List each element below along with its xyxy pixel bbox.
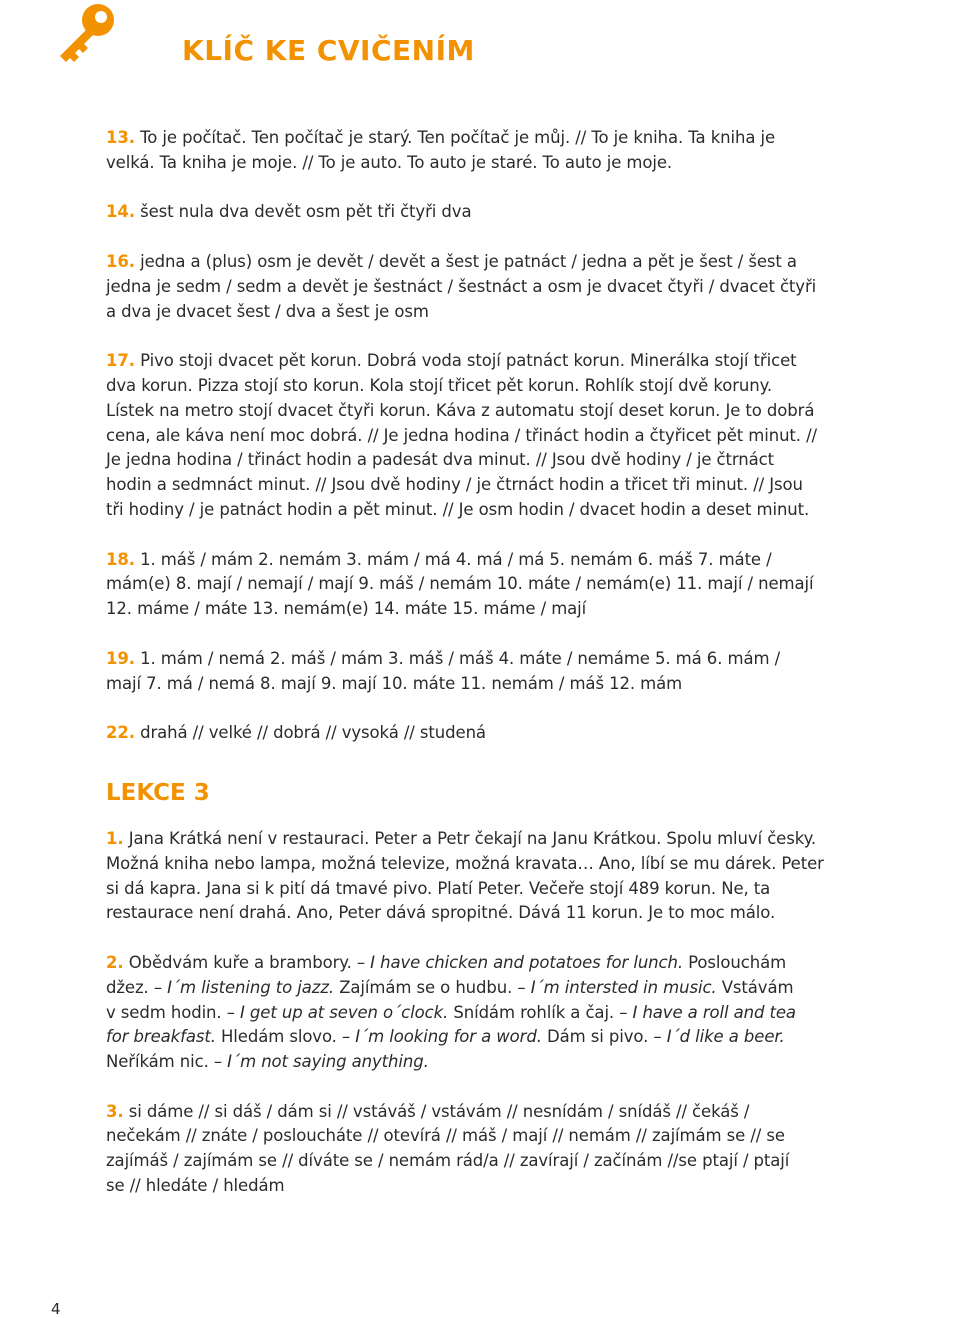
exercise-16 [106, 250, 856, 324]
english-translation: I´m intersted in music. [530, 977, 717, 997]
exercise-text: si dáme // si dáš / dám si // vstáváš / vstávám // nesnídám / snídáš // čekáš / nečekám // znáte / posloucháte // otevírá // máš / mají // nemám // zajímám se // se zajímáš / zajímám se // díváte se / nemám rád/a // zavírají / začínám //se ptají / ptají se // hledáte / hledám [106, 1101, 790, 1196]
exercise-text: Jana Krátká není v restauraci. Peter a Petr čekají na Janu Krátkou. Spolu mluví česky. Možná kniha nebo lampa, možná televize, možná kravata… Ano, líbí se mu dárek. Peter si dá kapra. Jana si k pití dá tmavé pivo. Platí Peter. Večeře stojí 489 korun. Ne, ta restaurace není drahá. Ano, Peter dává spropitné. Dává 11 korun. Je to moc málo. [106, 828, 824, 923]
lesson3-exercise-2 [106, 951, 856, 1075]
english-translation: I get up at seven o´clock. [240, 1002, 449, 1022]
exercise-text: 1. máš / mám 2. nemám 3. mám / má 4. má / má 5. nemám 6. máš 7. máte / mám(e) 8. mají / nemají / mají 9. máš / nemám 10. máte / nemám(e) 11. mají / nemají 12. máme / máte 13. nemám(e) 14. máte 15. máme / mají [106, 549, 814, 619]
lesson-heading: LEKCE 3 [106, 779, 210, 806]
exercise-17 [106, 349, 856, 523]
english-translation: I´m not saying anything. [227, 1052, 429, 1072]
english-translation: I have a roll and tea for breakfast. [106, 1002, 796, 1047]
exercise-number: 18. [106, 549, 135, 569]
exercise-13 [106, 126, 856, 176]
czech-sentence: Obědvám kuře a brambory. – [128, 952, 371, 972]
exercise-text: jedna a (plus) osm je devět / devět a šest je patnáct / jedna a pět je šest / šest a jedna je sedm / sedm a devět je šestnáct / šestnáct a osm je dvacet čtyři / dvacet čtyři a dva je dvacet šest / dva a šest je osm [106, 251, 817, 321]
czech-sentence: Hledám slovo. – [215, 1027, 356, 1047]
page-number: 4 [51, 1300, 61, 1318]
exercise-number: 22. [106, 723, 135, 743]
exercise-number: 17. [106, 351, 135, 371]
exercise-number: 19. [106, 648, 135, 668]
exercise-number: 13. [106, 128, 135, 147]
czech-sentence: Snídám rohlík a čaj. – [448, 1002, 633, 1022]
exercise-number: 16. [106, 251, 135, 271]
czech-sentence: Vstávám v sedm hodin. – [106, 977, 794, 1022]
exercise-text: 1. mám / nemá 2. máš / mám 3. máš / máš 4. máte / nemáme 5. má 6. mám / mají 7. má / nemá 8. mají 9. mají 10. máte 11. nemám / máš 12. mám [106, 648, 781, 693]
exercise-text: drahá // velké // dobrá // vysoká // studená [140, 723, 486, 743]
exercise-14 [106, 200, 856, 225]
czech-sentence: Zajímám se o hudbu. – [334, 977, 531, 997]
lesson3-exercise-3 [106, 1100, 856, 1199]
english-translation: I´d like a beer. [666, 1027, 785, 1047]
czech-sentence: Poslouchám džez. – [106, 952, 787, 997]
page-title: KLÍČ KE CVIČENÍM [182, 34, 475, 67]
exercise-text: Pivo stoji dvacet pět korun. Dobrá voda stojí patnáct korun. Minerálka stojí třicet dva korun. Pizza stojí sto korun. Kola stojí třicet pět korun. Rohlík stojí dvě koruny. Lístek na metro stojí dvacet čtyři korun. Káva z automatu stojí deset korun. Je to dobrá cena, ale káva není moc dobrá. // Je jedna hodina / třináct hodin a čtyřicet pět minut. // Je jedna hodina / třináct hodin a padesát dva minut. // Jsou dvě hodiny / je čtrnáct hodin a sedmnáct minut. // Jsou dvě hodiny / je čtrnáct hodin a třicet tři minut. // Jsou tři hodiny / je patnáct hodin a pět minut. // Je osm hodin / dvacet hodin a deset minut. [106, 351, 818, 519]
czech-sentence: Dám si pivo. – [541, 1027, 667, 1047]
czech-sentence: Neříkám nic. – [106, 1052, 223, 1072]
english-translation: I´m listening to jazz. [167, 977, 335, 997]
key-icon [48, 0, 118, 70]
exercise-number: 1. [106, 828, 124, 848]
lesson3-exercise-1 [106, 827, 856, 926]
exercise-number: 14. [106, 202, 135, 222]
exercise-text: To je počítač. Ten počítač je starý. Ten počítač je můj. // To je kniha. Ta kniha je velká. Ta kniha je moje. // To je auto. To auto je staré. To auto je moje. [106, 128, 776, 172]
exercise-19 [106, 647, 856, 697]
exercise-text: šest nula dva devět osm pět tři čtyři dva [140, 202, 472, 222]
english-translation: I have chicken and potatoes for lunch. [370, 952, 684, 972]
answer-key-content [106, 126, 856, 1224]
exercise-number: 2. [106, 952, 124, 972]
exercise-number: 3. [106, 1101, 124, 1121]
exercise-22 [106, 721, 856, 746]
exercise-18 [106, 548, 856, 622]
english-translation: I´m looking for a word. [355, 1027, 542, 1047]
